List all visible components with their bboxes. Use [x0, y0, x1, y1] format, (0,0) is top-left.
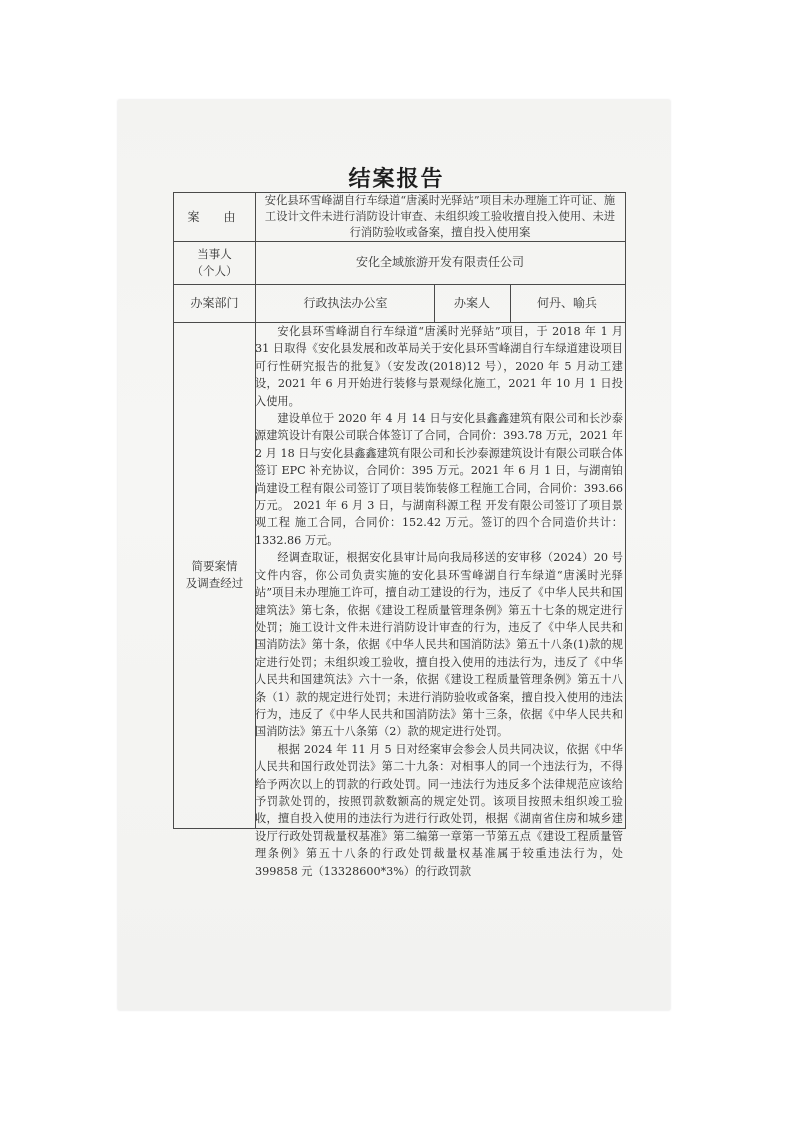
summary-paragraph-2: 建设单位于 2020 年 4 月 14 日与安化县鑫鑫建筑有限公司和长沙泰源建筑设计有限公司联合体签订了合同，合同价：393.78 万元，2021 年 2 月 18 日与安化县鑫鑫建筑有限公司和长沙泰源建筑设计有限公司联合体签订 EPC 补充协议，合同价：395 万元。2021 年 6 月 1 日，与湖南铂尚建设工程有限公司签订了项目装饰装修工程施工合同，合同价：393.66 万元。 2021 年 6 月 3 日，与湖南科源工程 开发有限公司签订了项目景观工程 施工合同，合同价：152.42 万元。签订的四个合同造价共计：1332.86 万元。 — [255, 412, 623, 547]
case-cause-label: 案 由 — [187, 209, 242, 224]
summary-paragraph-4: 根据 2024 年 11 月 5 日对经案审会参会人员共同决议，依据《中华人民共和国行政处罚法》第二十九条：对相事人的同一个违法行为，不得给予两次以上的罚款的行政处罚。同一违法行为违反多个法律规范应该给予罚款处罚的，按照罚款数额高的规定处罚。该项目按照未组织竣工验收，擅自投入使用的违法行为进行行政处罚，根据《湖南省住房和城乡建设厅行政处罚裁量权基准》第二编第一章第一节第五点《建设工程质量管理条例》第五十八条的行政处罚裁量权基准属于较重违法行为，处 399858 元（13328600*3%）的行政罚款 — [255, 742, 623, 878]
summary-paragraph-3: 经调查取证，根据安化县审计局向我局移送的安审移（2024）20 号文件内容，你公司负责实施的安化县环雪峰湖自行车绿道“唐溪时光驿站”项目未办理施工许可，擅自动工建设的行为，违反了《中华人民共和国建筑法》第七条，依据《建设工程质量管理条例》第五十七条的规定进行处罚；施工设计文件未进行消防设计审查的行为，违反了《中华人民共和国消防法》第十条，依据《中华人民共和国消防法》第五十八条(1)款的规定进行处罚；未组织竣工验收，擅自投入使用的违法行为，违反了《中华人民共和国建筑法》六十一条，依据《建设工程质量管理条例》第五十八条（1）款的规定进行处罚；未进行消防验收或备案，擅自投入使用的违法行为，违反了《中华人民共和国消防法》第十三条，依据《中华人民共和国消防法》第五十八条第（2）款的规定进行处罚。 — [255, 551, 623, 739]
summary-label — [174, 322, 255, 827]
handler-label: 办案人 — [453, 295, 490, 310]
summary-body — [255, 323, 623, 878]
handler-value: 何丹、喻兵 — [536, 295, 597, 310]
summary-label-line2: 及调查经过 — [185, 575, 244, 590]
party-label-line2: （个人） — [191, 263, 238, 278]
document-title: 结案报告 — [348, 167, 445, 192]
party-label-line1: 当事人 — [197, 246, 232, 261]
department-value: 行政执法办公室 — [303, 295, 388, 310]
party-label — [174, 241, 255, 284]
department-label: 办案部门 — [190, 295, 239, 310]
case-cause-value: 安化县环雪峰湖自行车绿道“唐溪时光驿站”项目未办理施工许可证、施工设计文件未进行消防设计审查、未组织竣工验收擅自投入使用、未进行消防验收或备案，擅自投入使用案 — [264, 194, 616, 239]
summary-paragraph-1: 安化县环雪峰湖自行车绿道“唐溪时光驿站”项目，于 2018 年 1 月 31 日取得《安化县发展和改革局关于安化县环雪峰湖自行车绿道建设项目可行性研究报告的批复》（安发改(2018)12 号），2020 年 5 月动工建设，2021 年 6 月开始进行装修与景观绿化施工，2021 年 10 月 1 日投入使用。 — [255, 325, 623, 408]
party-value: 安化全域旅游开发有限责任公司 — [355, 255, 524, 269]
summary-label-line1: 简要案情 — [191, 558, 238, 573]
